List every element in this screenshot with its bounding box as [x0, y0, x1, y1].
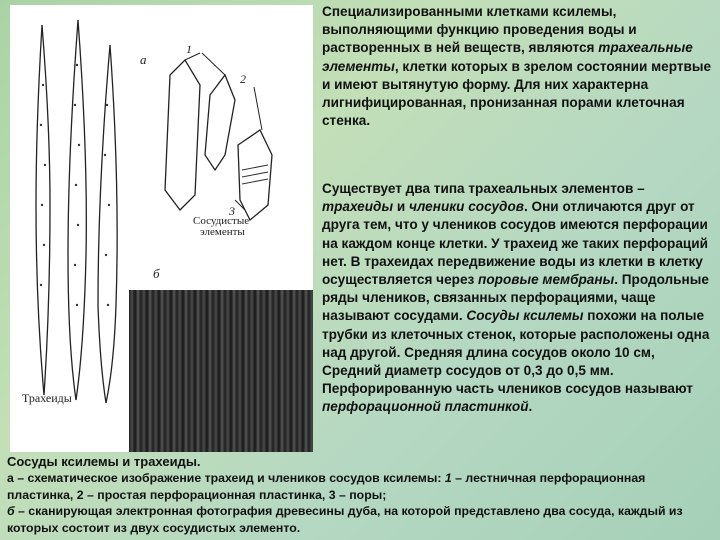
figure-label-b: б: [153, 266, 160, 281]
caption-a-number: 1: [444, 471, 452, 485]
figure-label-2: 2: [240, 72, 246, 86]
figure-caption-title: Сосуды ксилемы и трахеиды.: [7, 454, 201, 469]
vessels-label-line1: Сосудистые: [193, 215, 250, 227]
p1-term-tracheal-elements: трахеальные элементы: [322, 40, 693, 74]
caption-b-letter: б: [7, 504, 15, 519]
figure-label-a: а: [140, 52, 147, 67]
paragraph-trachea-elements: [322, 3, 714, 130]
p2-text-1: Существует два типа трахеальных элементов –: [322, 181, 645, 196]
caption-b-text: – сканирующая электронная фотография древесины дуба, на которой представлено два сосуда, каждый из которых состоит из двух сосудистых элементо.: [7, 504, 683, 535]
vessels-label-line2: элементы: [200, 226, 245, 238]
paragraph-types: [322, 180, 714, 417]
p2-term-vessel-members: членики сосудов: [408, 199, 524, 215]
p2-text-2: и: [393, 199, 409, 215]
p2-term-xylem-vessels: Сосуды ксилемы: [466, 308, 584, 324]
p2-text-5: похожи на полые трубки из клеточных стенок, которые расположены одна над другой. Средняя длина сосудов около 10 см, Средний диаметр сосудов от 0,3 до 0,5 мм. Перфорированную часть члеников сосудов называют: [322, 308, 710, 397]
figure-label-3: 3: [229, 204, 235, 218]
sem-photograph: [129, 290, 313, 452]
caption-a-text-2: – лестничная перфорационная пластинка, 2 – простая перфорационная пластинка, 3 – поры;: [7, 471, 646, 502]
caption-a-text: а – схематическое изображение трахеид и члеников сосудов ксилемы:: [7, 471, 445, 485]
p1-text-2: , клетки которых в зрелом состоянии мертвые и имеют вытянутую форму. Для них характерна лигнифицированная, пронизанная порами клеточная стенка.: [322, 58, 712, 129]
p2-text-3: . Они отличаются друг от друга тем, что у члеников сосудов имеются перфорации на каждом конце клетки. У трахеид же таких перфораций нет. В трахеидах передвижение воды из клетки в клетку осуществляется через: [322, 199, 708, 288]
p2-term-pit-membranes: поровые мембраны: [478, 272, 615, 288]
p2-term-perforation-plate: перфорационной пластинкой: [322, 399, 529, 415]
xylem-figure: [10, 5, 313, 452]
figure-caption: [7, 470, 713, 536]
tracheids-label: Трахеиды: [22, 391, 72, 405]
figure-label-1: 1: [186, 42, 192, 56]
p1-text-1: Специализированными клетками ксилемы, выполняющими функцию проведения воды и растворенных в ней веществ, являются: [322, 4, 637, 56]
p2-text-4: . Продольные ряды члеников, связанных перфорациями, чаще называют сосудами.: [322, 272, 709, 324]
p2-term-tracheids: трахеиды: [322, 199, 394, 215]
p2-text-6: .: [528, 399, 533, 415]
